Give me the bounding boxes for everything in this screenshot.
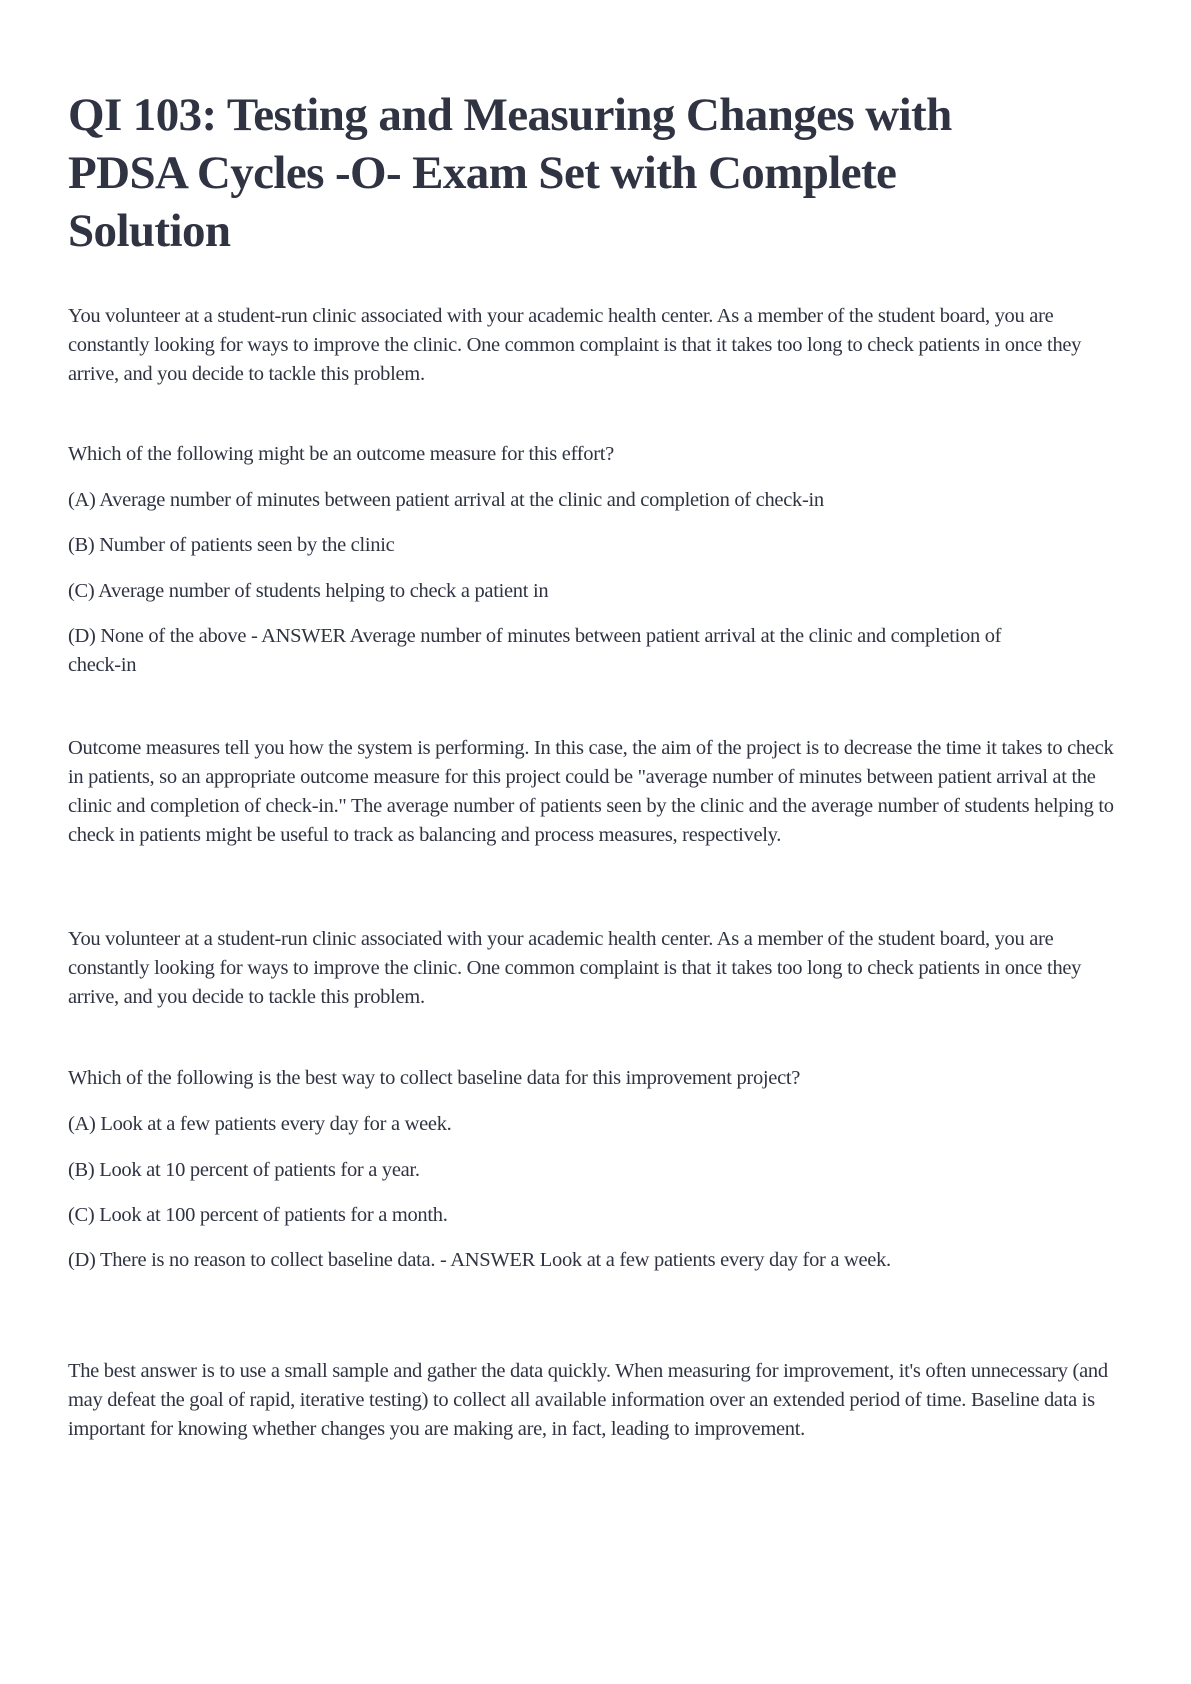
question-2-scenario: You volunteer at a student-run clinic associated with your academic health center. As a member of the student board, you are constantly looking for ways to improve the clinic. One common complaint is that it takes too long to check patients in once they arrive, and you decide to tackle this problem. [68, 928, 1082, 1008]
question-1-prompt: Which of the following might be an outcome measure for this effort? [68, 443, 614, 465]
document-title: QI 103: Testing and Measuring Changes with PDSA Cycles -O- Exam Set with Complete Solution [68, 89, 952, 257]
question-1-scenario: You volunteer at a student-run clinic associated with your academic health center. As a member of the student board, you are constantly looking for ways to improve the clinic. One common complaint is that it takes too long to check patients in once they arrive, and you decide to tackle this problem. [68, 305, 1082, 385]
question-2-option-c: (C) Look at 100 percent of patients for a month. [68, 1204, 448, 1226]
question-2-prompt: Which of the following is the best way to collect baseline data for this improvement project? [68, 1067, 801, 1089]
question-1-option-d-answer: (D) None of the above - ANSWER Average number of minutes between patient arrival at the clinic and completion of check-in [68, 625, 1002, 676]
question-2-option-b: (B) Look at 10 percent of patients for a year. [68, 1159, 420, 1181]
question-2-option-d-answer: (D) There is no reason to collect baseline data. - ANSWER Look at a few patients every day for a week. [68, 1249, 891, 1271]
question-2-explanation: The best answer is to use a small sample and gather the data quickly. When measuring for improvement, it's often unnecessary (and may defeat the goal of rapid, iterative testing) to collect all available information over an extended period of time. Baseline data is important for knowing whether changes you are making are, in fact, leading to improvement. [68, 1360, 1108, 1440]
question-2-option-a: (A) Look at a few patients every day for a week. [68, 1113, 452, 1135]
question-1-option-c: (C) Average number of students helping to check a patient in [68, 580, 549, 602]
question-1-option-b: (B) Number of patients seen by the clinic [68, 534, 395, 556]
question-1-explanation: Outcome measures tell you how the system is performing. In this case, the aim of the project is to decrease the time it takes to check in patients, so an appropriate outcome measure for this project could be "average number of minutes between patient arrival at the clinic and completion of check-in." The average number of patients seen by the clinic and the average number of students helping to check in patients might be useful to track as balancing and process measures, respectively. [68, 737, 1114, 846]
question-1-option-a: (A) Average number of minutes between patient arrival at the clinic and completion of check-in [68, 489, 824, 511]
